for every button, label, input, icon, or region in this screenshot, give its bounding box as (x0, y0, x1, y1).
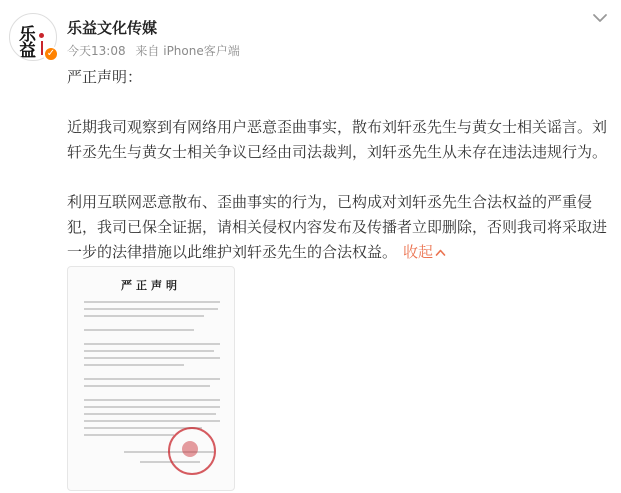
doc-text-line (84, 434, 174, 436)
post-meta (67, 42, 246, 59)
doc-text-line (84, 378, 220, 380)
post-paragraph-1: 近期我司观察到有网络用户恶意歪曲事实，散布刘轩丞先生与黄女士相关谣言。刘轩丞先生与黄女士相关争议已经由司法裁判，刘轩丞先生从未存在违法违规行为。 (67, 118, 608, 161)
doc-text-line (84, 364, 184, 366)
post-paragraph-2-text: 利用互联网恶意散布、歪曲事实的行为，已构成对刘轩丞先生合法权益的严重侵犯，我司已保全证据，请相关侵权内容发布及传播者立即删除，否则我司将采取进一步的法律措施以此维护刘轩丞先生的合法权益。 (67, 193, 608, 261)
doc-text-line (84, 350, 214, 352)
doc-text-line (84, 413, 216, 415)
doc-text-line (84, 420, 220, 422)
company-seal-center (182, 441, 198, 457)
doc-text-line (84, 308, 218, 310)
doc-text-line (84, 399, 220, 401)
chevron-down-icon[interactable] (590, 8, 610, 28)
collapse-link[interactable] (403, 243, 446, 261)
doc-text-line (84, 385, 210, 387)
post-source: 来自 iPhone客户端 (135, 44, 240, 58)
statement-image[interactable] (67, 266, 235, 491)
verified-badge-icon: ✓ (43, 46, 59, 62)
doc-text-line (84, 301, 220, 303)
avatar-logo-text: 乐 (19, 25, 36, 45)
post-content (67, 65, 607, 265)
avatar-logo-text-2: 益 (19, 41, 36, 61)
doc-text-line (84, 329, 194, 331)
account-name[interactable]: 乐益文化传媒 (67, 19, 158, 37)
chevron-up-icon (435, 248, 446, 257)
doc-text-line (84, 406, 220, 408)
avatar-logo-dot (39, 33, 44, 38)
post-time[interactable]: 今天13:08 (67, 44, 126, 58)
post-paragraph-2 (67, 190, 607, 265)
collapse-label: 收起 (403, 243, 434, 261)
doc-text-line (84, 343, 220, 345)
doc-text-line (84, 315, 204, 317)
post-heading: 严正声明： (67, 68, 143, 86)
doc-text-line (84, 357, 220, 359)
statement-image-title: 严正声明 (121, 279, 181, 292)
